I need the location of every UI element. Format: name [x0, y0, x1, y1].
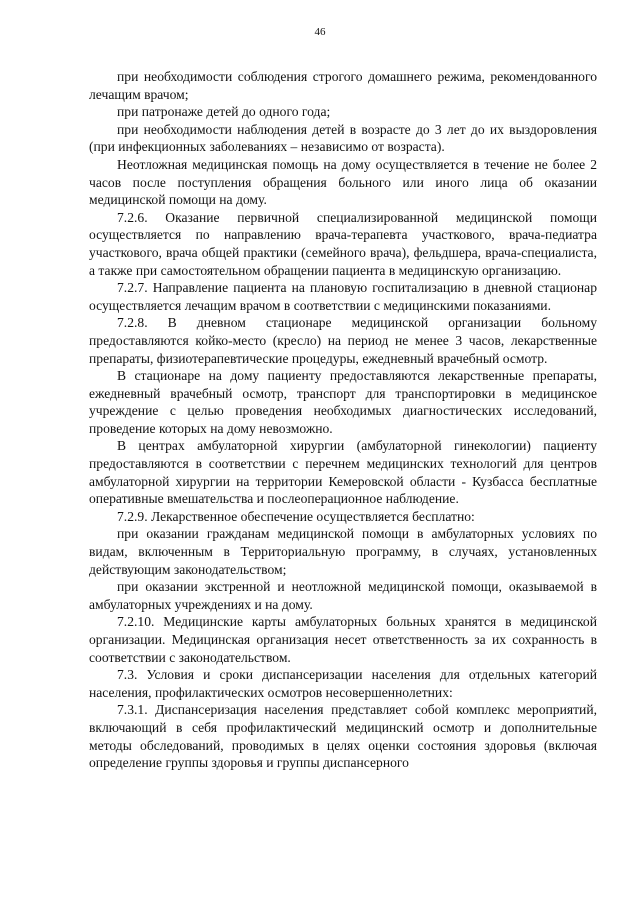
paragraph: 7.2.7. Направление пациента на плановую госпитализацию в дневной стационар осуществляется лечащим врачом в соответствии с медицинскими показаниями.: [89, 280, 597, 313]
paragraph: 7.3. Условия и сроки диспансеризации населения для отдельных категорий населения, профилактических осмотров несовершеннолетних:: [89, 667, 597, 700]
paragraph: 7.2.10. Медицинские карты амбулаторных больных хранятся в медицинской организации. Медицинская организация несет ответственность за их сохранность в соответствии с законодательством.: [89, 614, 597, 665]
paragraph: при патронаже детей до одного года;: [117, 104, 331, 120]
paragraph: 7.2.8. В дневном стационаре медицинской организации больному предоставляются койко-место (кресло) на период не менее 3 часов, лекарственные препараты, физиотерапевтические процедуры, ежедневный врачебный осмотр.: [89, 315, 597, 366]
paragraph: 7.2.9. Лекарственное обеспечение осуществляется бесплатно:: [117, 508, 475, 524]
paragraph: при необходимости соблюдения строгого домашнего режима, рекомендованного лечащим врачом;: [89, 69, 597, 102]
paragraph: В центрах амбулаторной хирургии (амбулаторной гинекологии) пациенту предоставляются в соответствии с перечнем медицинских технологий для центров амбулаторной хирургии на территории Кемеровской области - Кузбасса бесплатные оперативные вмешательства и послеоперационное наблюдение.: [89, 438, 597, 507]
paragraph: 7.3.1. Диспансеризация населения представляет собой комплекс мероприятий, включающий в себя профилактический медицинский осмотр и дополнительные методы обследований, проводимых в целях оценки состояния здоровья (включая определение группы здоровья и группы диспансерного: [89, 702, 597, 771]
paragraph: при оказании гражданам медицинской помощи в амбулаторных условиях по видам, включенным в Территориальную программу, в случаях, установленных действующим законодательством;: [89, 526, 597, 577]
paragraph: при необходимости наблюдения детей в возрасте до 3 лет до их выздоровления (при инфекционных заболеваниях – независимо от возраста).: [89, 121, 597, 155]
paragraph: при оказании экстренной и неотложной медицинской помощи, оказываемой в амбулаторных учреждениях и на дому.: [89, 579, 597, 612]
paragraph: 7.2.6. Оказание первичной специализированной медицинской помощи осуществляется по направлению врача-терапевта участкового, врача-педиатра участкового, врача общей практики (семейного врача), фельдшера, врача-специалиста, а также при самостоятельном обращении пациента в медицинскую организацию.: [89, 209, 597, 278]
page-number: 46: [314, 26, 326, 38]
paragraph: Неотложная медицинская помощь на дому осуществляется в течение не более 2 часов после поступления обращения больного или иного лица об оказании медицинской помощи на дому.: [89, 156, 597, 208]
document-body: [89, 68, 597, 772]
paragraph: В стационаре на дому пациенту предоставляются лекарственные препараты, ежедневный врачебный осмотр, транспорт для транспортировки в медицинское учреждение с целью проведения необходимых диагностических исследований, проведение которых на дому невозможно.: [89, 368, 597, 436]
